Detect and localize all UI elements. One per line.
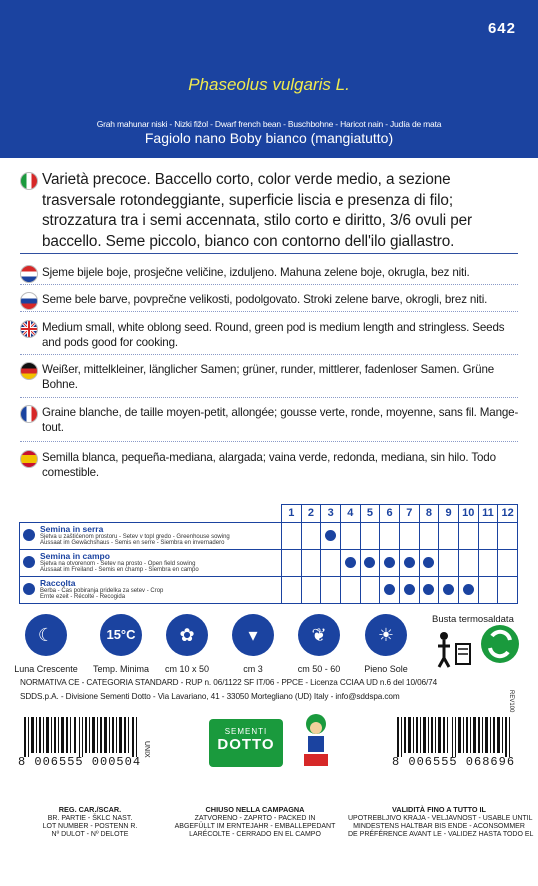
month-11: 11 bbox=[478, 505, 498, 523]
france-flag-icon bbox=[20, 405, 38, 423]
month-8: 8 bbox=[419, 505, 439, 523]
description-sl bbox=[20, 292, 520, 307]
revision-code: REV100 bbox=[508, 690, 514, 713]
description-text: Seme bele barve, povprečne velikosti, podolgovato. Stroki zelene barve, okrogli, brez niti. bbox=[42, 293, 488, 306]
divider bbox=[20, 397, 518, 398]
greenhouse-icon bbox=[23, 529, 35, 541]
active-month-dot bbox=[325, 530, 336, 541]
divider bbox=[20, 311, 518, 312]
icon-label: cm 10 x 50 bbox=[164, 664, 210, 674]
sealed-bag-label: Busta termosaldata bbox=[432, 614, 514, 625]
barcode-left bbox=[24, 717, 144, 757]
description-text: Graine blanche, de taille moyen-petit, allongée; gousse verte, ronde, moyenne, sans fil. Mange-tout. bbox=[42, 406, 519, 434]
uk-flag-icon bbox=[20, 320, 38, 338]
month-4: 4 bbox=[340, 505, 360, 523]
product-code: 642 bbox=[487, 20, 516, 37]
description-it bbox=[20, 170, 520, 252]
footer-validity: VALIDITÀ FINO A TUTTO IL UPOTREBLJIVO KRAJA - VELJAVNOST - USABLE UNTIL MINDESTENS HALTBAR BIS ENDE - ACONSOMMER DE PRÉFÉRENCE AVANT LE - VALIDEZ HASTA TODO EL bbox=[348, 805, 534, 838]
moon-icon: ☾ bbox=[25, 614, 67, 656]
month-5: 5 bbox=[360, 505, 380, 523]
recycle-bin-person-icon bbox=[434, 630, 474, 668]
description-text: Semilla blanca, pequeña-mediana, alargada; vaina verde, redonda, mediana, sin hilo. Todo comestible. bbox=[42, 451, 496, 479]
month-2: 2 bbox=[301, 505, 321, 523]
month-9: 9 bbox=[439, 505, 459, 523]
barcode-tag: UNIX bbox=[143, 741, 150, 758]
month-12: 12 bbox=[498, 505, 518, 523]
description-text: Medium small, white oblong seed. Round, green pod is medium length and stringless. Seeds and pods good for cooking. bbox=[42, 321, 505, 349]
harvest-icon bbox=[23, 583, 35, 595]
icon-label: cm 50 - 60 bbox=[297, 664, 341, 674]
description-text: Varietà precoce. Baccello corto, color verde medio, a sezione trasversale rotondeggiante, superficie liscia e presenza di filo; strozzatura tra i semi accennata, stilo corto e diritto, 3/6 ovuli per baccello. Seme piccolo, bianco con contorno dell'ilo giallastro. bbox=[42, 171, 473, 250]
calendar-row-field: Semina in campo Sjetva na otvorenom - Setev na prosto - Open field sowing Aussaat im Freiland - Semis en champ - Siembra en campo bbox=[20, 549, 518, 576]
description-text: Sjeme bijele boje, prosječne veličine, izduljeno. Mahuna zelene boje, okrugla, bez niti. bbox=[42, 266, 470, 279]
active-month-dot bbox=[404, 557, 415, 568]
field-sowing-icon bbox=[23, 556, 35, 568]
active-month-dot bbox=[364, 557, 375, 568]
month-6: 6 bbox=[380, 505, 400, 523]
icon-label: Pieno Sole bbox=[364, 664, 408, 674]
regulation-text: NORMATIVA CE - CATEGORIA STANDARD - RUP n. 06/1122 SF IT/06 - PPCE - Licenza CCIAA UD n.6 del 10/06/74 bbox=[20, 678, 438, 687]
icon-label: Luna Crescente bbox=[14, 664, 78, 674]
spain-flag-icon bbox=[20, 450, 38, 468]
divider bbox=[20, 284, 518, 285]
icon-label: Temp. Minima bbox=[92, 664, 149, 674]
barcode-right bbox=[397, 717, 517, 757]
calendar-row-greenhouse: Semina in serra Sjetva u zaštićenom prostoru - Setev v topl gredo - Greenhouse sowing Aussaat im Gewächshaus - Semis en serre - Siembra en invernadero bbox=[20, 522, 518, 549]
latin-name: Phaseolus vulgaris L. bbox=[188, 75, 350, 94]
active-month-dot bbox=[423, 557, 434, 568]
month-10: 10 bbox=[458, 505, 478, 523]
description-de bbox=[20, 362, 520, 392]
germany-flag-icon bbox=[20, 362, 38, 380]
description-text: Weißer, mittelkleiner, länglicher Samen; grüner, runder, mittlerer, fadenloser Samen. Grüne Bohne. bbox=[42, 363, 495, 391]
multilanguage-name: Grah mahunar niski - Nizki fižol - Dwarf french bean - Buschbohne - Haricot nain - Judía de mata bbox=[96, 119, 442, 129]
footer-lot: REG. CAR./SCAR. BR. PARTIE - ŠKLC NAST. LOT NUMBER - POSTENN R. Nº DULOT - Nº DELOTE bbox=[42, 805, 138, 838]
month-1: 1 bbox=[282, 505, 302, 523]
active-month-dot bbox=[384, 584, 395, 595]
active-month-dot bbox=[404, 584, 415, 595]
divider bbox=[20, 253, 518, 254]
active-month-dot bbox=[423, 584, 434, 595]
header-band bbox=[0, 0, 538, 158]
green-dot-recycle-icon bbox=[480, 624, 520, 664]
company-address: SDDS.p.A. - Divisione Sementi Dotto - Via Lavariano, 41 - 33050 Mortegliano (UD) Italy - info@sddspa.com bbox=[20, 692, 400, 701]
sun-icon: ☀ bbox=[365, 614, 407, 656]
active-month-dot bbox=[384, 557, 395, 568]
divider bbox=[20, 441, 518, 442]
month-7: 7 bbox=[399, 505, 419, 523]
active-month-dot bbox=[463, 584, 474, 595]
croatia-flag-icon bbox=[20, 265, 38, 283]
sowing-calendar bbox=[19, 504, 518, 604]
height-icon: ❦ bbox=[298, 614, 340, 656]
sementi-dotto-logo: SEMENTI DOTTO bbox=[209, 719, 283, 767]
description-hr bbox=[20, 265, 520, 280]
month-3: 3 bbox=[321, 505, 341, 523]
icon-label: cm 3 bbox=[243, 664, 263, 674]
description-en bbox=[20, 320, 520, 350]
description-fr bbox=[20, 405, 520, 435]
barcode-left-number: 8 006555 000504 bbox=[18, 755, 142, 769]
depth-icon: ▾ bbox=[232, 614, 274, 656]
active-month-dot bbox=[443, 584, 454, 595]
active-month-dot bbox=[345, 557, 356, 568]
spacing-icon: ✿ bbox=[166, 614, 208, 656]
thermometer-icon: 15°C bbox=[100, 614, 142, 656]
divider bbox=[20, 354, 518, 355]
barcode-right-number: 8 006555 068696 bbox=[392, 755, 516, 769]
calendar-row-harvest: Raccolta Berba - Čas pobiranja pridelka za setev - Crop Ernte ezeit - Récolte - Recogida bbox=[20, 576, 518, 603]
mascot-icon bbox=[292, 710, 340, 770]
footer-packed: CHIUSO NELLA CAMPAGNA ZATVORENO - ZAPRTO - PACKED IN ABGEFÜLLT IM ERNTEJAHR - EMBALLEPEDANT LARÉCOLTE - CERRADO EN EL CAMPO bbox=[174, 805, 336, 838]
slovenia-flag-icon bbox=[20, 292, 38, 310]
italy-flag-icon bbox=[20, 172, 38, 190]
description-es bbox=[20, 450, 520, 480]
variety-name: Fagiolo nano Boby bianco (mangiatutto) bbox=[144, 130, 394, 146]
